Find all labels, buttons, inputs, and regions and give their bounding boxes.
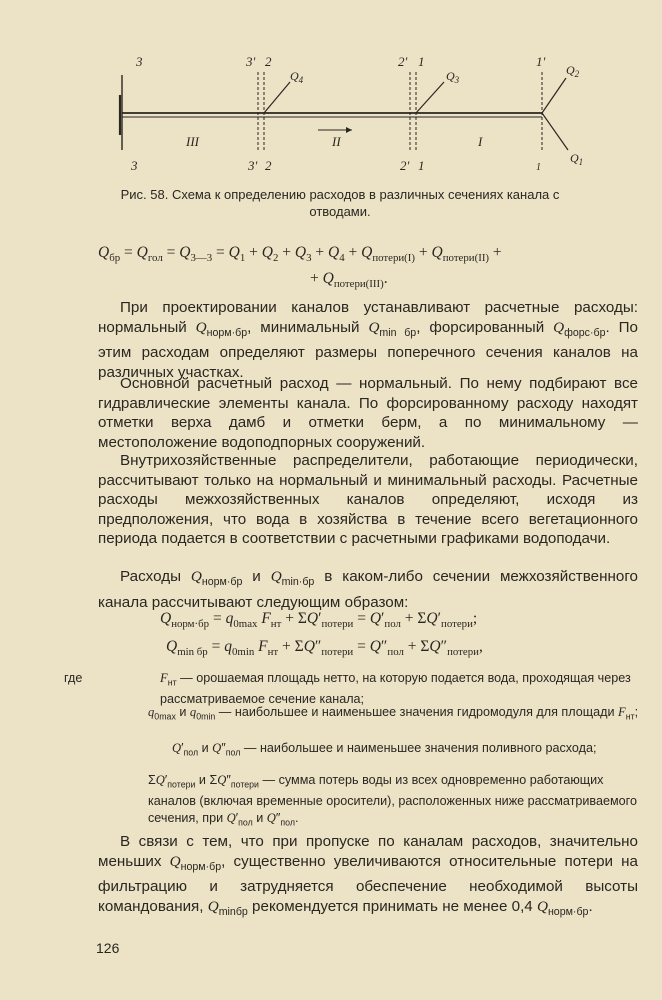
label-bottom-2: 2: [265, 158, 272, 173]
figure-caption: Рис. 58. Схема к определению расходов в различных сечениях канала с отводами.: [120, 187, 560, 219]
equation-main-line1: $Q_{бр} = Q_{гол} = Q_{3—3} = Q_1 + Q_2 + Q_3 + Q_4 + Q_{потери(I)} + Q_{потери(II)}$ +: [98, 244, 502, 265]
label-top-1p: 1': [536, 54, 546, 69]
label-top-2p: 2': [398, 54, 408, 69]
equation-main-line2: + $Q_{потери(III)}$.: [310, 270, 388, 291]
label-bottom-1: 1: [418, 158, 425, 173]
label-top-1: 1: [418, 54, 425, 69]
section-iii: III: [186, 134, 199, 149]
label-bottom-2p: 2': [400, 158, 410, 173]
flow-q3: $Q_3$: [446, 69, 460, 85]
paragraph-4: Расходы $Q_{норм\cdot бр}$ и $Q_{min\cdot бр}$ в каком-либо сечении межхозяйственного канала рассчитывают следующим образом:: [98, 568, 638, 611]
section-i: I: [478, 134, 483, 149]
definition-losses: $\Sigma Q'_{потери}$ и $\Sigma Q''_{потери}$ — сумма потерь воды из всех одновременно работающих каналов (включая временные оросители), расположенных ниже рассматриваемого сечения, при $Q'_{пол}$ и $Q''_{пол}$.: [148, 773, 637, 828]
label-bottom-3: 3: [131, 158, 138, 173]
label-top-3: 3: [136, 54, 143, 69]
section-ii: II: [332, 134, 341, 149]
final-paragraph: В связи с тем, что при пропуске по каналам расходов, значительно меньших $Q_{норм\cdot бр}$, существенно увеличиваются относительные потери на фильтрацию и затрудняется обеспечение необходимой высоты командования, $Q_{minбр}$ рекомендуется принимать не менее 0,4 $Q_{норм\cdot бр}$.: [98, 833, 638, 918]
offtake-q3: [416, 82, 444, 113]
definition-q0: $q_{0max}$ и $q_{0min}$ — наибольшее и наименьшее значения гидромодуля для площади $F_{нт}$;: [148, 705, 639, 722]
paragraph-2: Основной расчетный расход — нормальный. По нему подбирают все гидравлические элементы канала. По форсированному расходу находят отметки верха дамб и отметки берм, а по минимальному — местоположение водоподпорных сооружений.: [98, 375, 638, 451]
label-bottom-3p: 3': [248, 158, 258, 173]
label-top-2: 2: [265, 54, 272, 69]
label-top-3p: 3': [246, 54, 256, 69]
page-number: 126: [96, 940, 120, 956]
definition-fnt: $F_{нт}$ — орошаемая площадь нетто, на которую подается вода, проходящая через рассматриваемое сечение канала;: [160, 671, 631, 707]
offtake-q4: [264, 82, 290, 113]
flow-q2: $Q_2$: [566, 63, 580, 79]
definition-qpol: $Q'_{пол}$ и $Q''_{пол}$ — наибольшее и наименьшее значения поливного расхода;: [172, 741, 597, 758]
offtake-q2: [542, 78, 566, 113]
equation-3: $Q_{min бр} = q_{0min}$ $F_{нт} + \Sigma Q''_{потери} = Q''_{пол} + \Sigma Q''_{потери}$,: [166, 638, 483, 659]
flow-q4: $Q_4$: [290, 69, 304, 85]
paragraph-3: Внутрихозяйственные распределители, работающие периодически, рассчитывают только на нормальный и минимальный расходы. Расчетные расходы межхозяйственных каналов определяют, исходя из предположения, что вода в хозяйства в течение всего вегетационного периода подается в соответствии с расчетными графиками водоподачи.: [98, 452, 638, 547]
channel-diagram: [0, 0, 662, 180]
paragraph-1: При проектировании каналов устанавливают расчетные расходы: нормальный $Q_{норм\cdot бр}$, минимальный $Q_{min бр}$, форсированный $Q_{форс\cdot бр}$. По этим расходам определяют размеры поперечного сечения каналов на различных участках.: [98, 299, 638, 381]
where-label: где: [64, 671, 83, 685]
offtake-q1: [542, 113, 568, 150]
equation-2: $Q_{норм\cdot бр} = q_{0max}$ $F_{нт} + \Sigma Q'_{потери} = Q'_{пол} + \Sigma Q'_{потери}$;: [160, 610, 478, 631]
flow-q1: $Q_1$: [570, 151, 584, 167]
label-bottom-1b: 1: [536, 162, 541, 173]
